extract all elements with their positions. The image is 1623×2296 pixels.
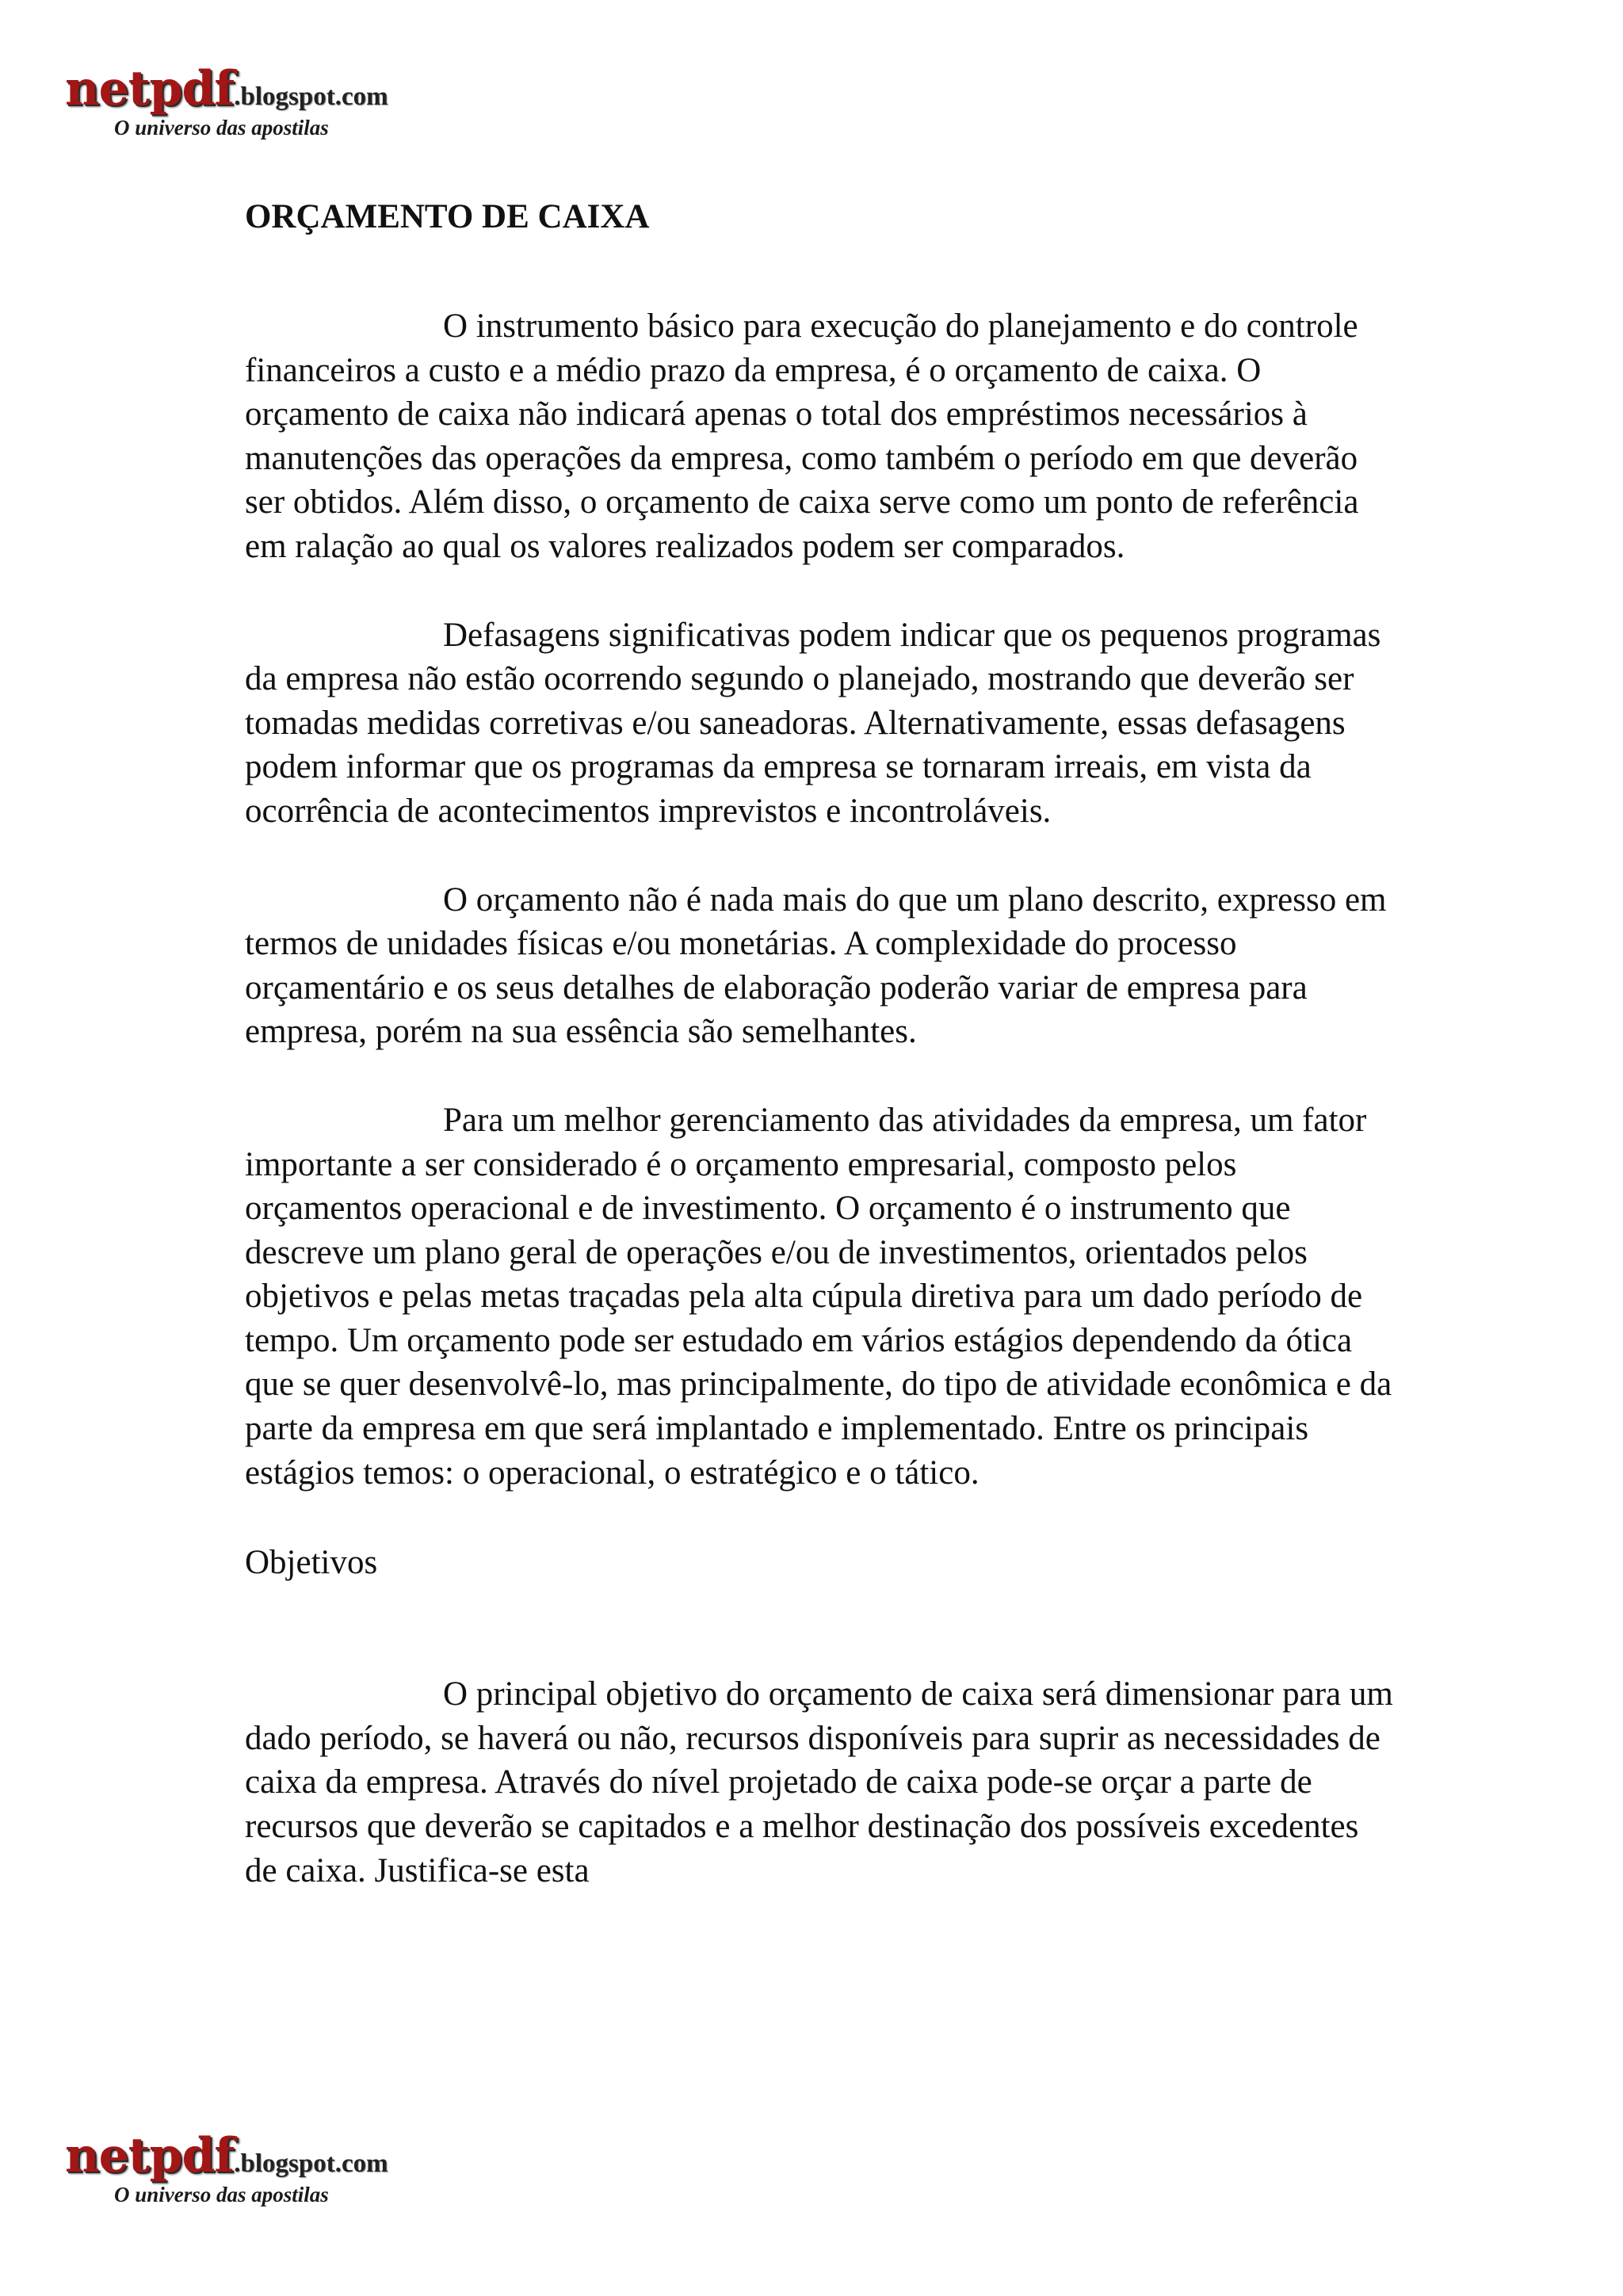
logo-name: netpdf: [65, 2128, 235, 2183]
logo-domain: .blogspot.com: [234, 2149, 388, 2178]
footer-logo: [65, 2128, 445, 2206]
paragraph: Para um melhor gerenciamento das atividades da empresa, um fator importante a ser considerado é o orçamento empresarial, composto pelos orçamentos operacional e de investimento. O orçamento é o instrumento que descreve um plano geral de operações e/ou de investimentos, orientados pelos objetivos e pelas metas traçadas pela alta cúpula diretiva para um dado período de tempo. Um orçamento pode ser estudado em vários estágios dependendo da ótica que se quer desenvolvê-lo, mas principalmente, do tipo de atividade econômica e da parte da empresa em que será implantado e implementado. Entre os principais estágios temos: o operacional, o estratégico e o tático.: [245, 1101, 1392, 1492]
logo-wordmark: [65, 2128, 445, 2183]
paragraph: O instrumento básico para execução do planejamento e do controle financeiros a custo e a médio prazo da empresa, é o orçamento de caixa. O orçamento de caixa não indicará apenas o total dos empréstimos necessários à manutenções das operações da empresa, como também o período em que deverão ser obtidos. Além disso, o orçamento de caixa serve como um ponto de referência em ralação ao qual os valores realizados podem ser comparados.: [245, 308, 1359, 565]
logo-domain: .blogspot.com: [234, 82, 388, 111]
document-body: [245, 195, 1394, 1937]
logo-wordmark: [65, 61, 445, 117]
document-title: ORÇAMENTO DE CAIXA: [245, 198, 650, 235]
paragraph: O orçamento não é nada mais do que um plano descrito, expresso em termos de unidades físicas e/ou monetárias. A complexidade do processo orçamentário e os seus detalhes de elaboração poderão variar de empresa para empresa, porém na sua essência são semelhantes.: [245, 881, 1387, 1051]
logo-name: netpdf: [65, 61, 235, 117]
header-logo: [65, 61, 445, 139]
logo-tagline: O universo das apostilas: [114, 2183, 329, 2206]
paragraph: Defasagens significativas podem indicar que os pequenos programas da empresa não estão ocorrendo segundo o planejado, mostrando que deverão ser tomadas medidas corretivas e/ou saneadoras. Alternativamente, essas defasagens podem informar que os programas da empresa se tornaram irreais, em vista da ocorrência de acontecimentos imprevistos e incontroláveis.: [245, 616, 1381, 830]
paragraph: O principal objetivo do orçamento de caixa será dimensionar para um dado período, se haverá ou não, recursos disponíveis para suprir as necessidades de caixa da empresa. Através do nível projetado de caixa pode-se orçar a parte de recursos que deverão se capitados e a melhor destinação dos possíveis excedentes de caixa. Justifica-se esta: [245, 1675, 1393, 1889]
logo-tagline: O universo das apostilas: [114, 116, 329, 139]
section-heading-objetivos: Objetivos: [245, 1544, 378, 1582]
